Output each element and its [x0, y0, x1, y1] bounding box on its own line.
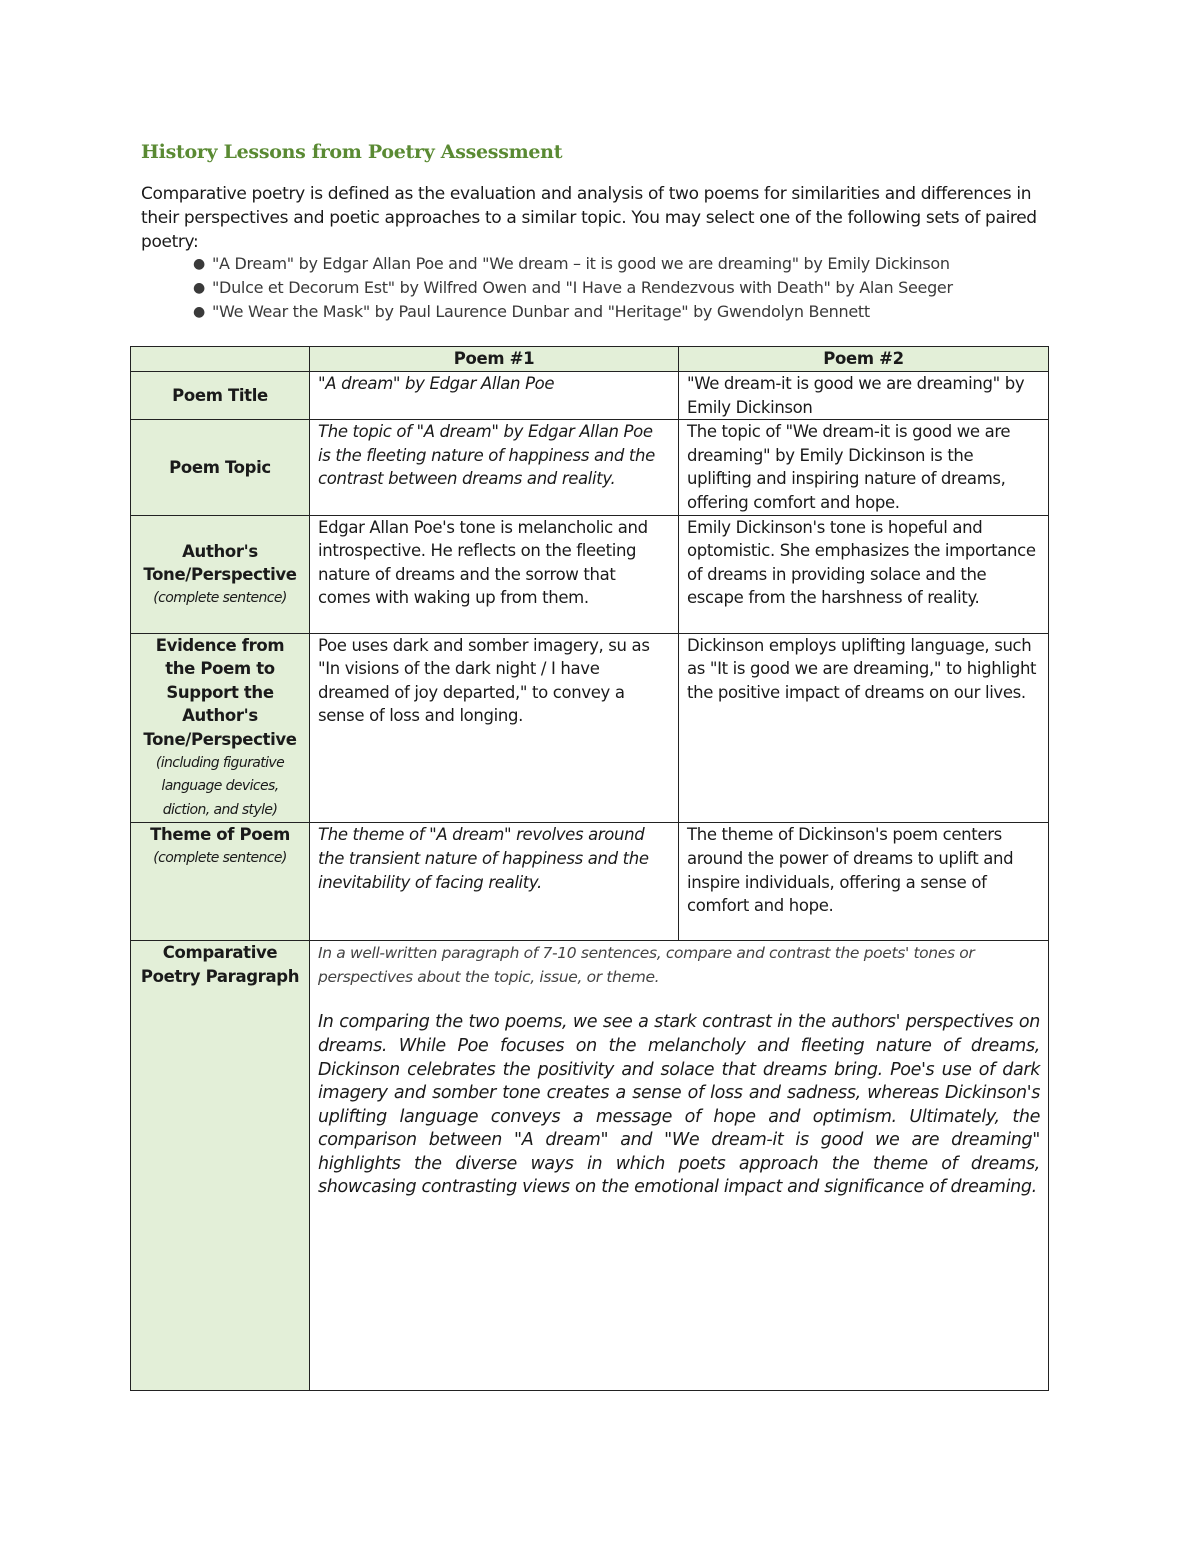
poem1-title-cell: "A dream" by Edgar Allan Poe	[310, 372, 679, 420]
poem1-evidence-cell: Poe uses dark and somber imagery, su as "In visions of the dark night / I have dreamed of joy departed," to convey a sense of loss and longing.	[310, 633, 679, 823]
list-item: ● "A Dream" by Edgar Allan Poe and "We dream – it is good we are dreaming" by Emily Dickinson	[193, 252, 953, 276]
bullet-icon: ●	[193, 280, 205, 296]
table-header-row	[131, 347, 1049, 372]
table-row	[131, 633, 1049, 823]
bullet-icon: ●	[193, 304, 205, 320]
row-label: Author's Tone/Perspective (complete sentence)	[131, 515, 310, 633]
poem2-evidence-cell: Dickinson employs uplifting language, such as "It is good we are dreaming," to highlight the positive impact of dreams on our lives.	[679, 633, 1049, 823]
poem2-title-cell: "We dream-it is good we are dreaming" by Emily Dickinson	[679, 372, 1049, 420]
poem1-theme-cell: The theme of "A dream" revolves around the transient nature of happiness and the inevitability of facing reality.	[310, 823, 679, 941]
table-row	[131, 515, 1049, 633]
poem1-topic-cell: The topic of "A dream" by Edgar Allan Poe is the fleeting nature of happiness and the contrast between dreams and reality.	[310, 420, 679, 515]
row-label: Poem Topic	[131, 420, 310, 515]
table-header-blank	[131, 347, 310, 372]
table-header-poem2: Poem #2	[679, 347, 1049, 372]
paragraph-prompt: In a well-written paragraph of 7-10 sentences, compare and contrast the poets' tones or perspectives about the topic, issue, or theme.	[318, 944, 975, 987]
table-row	[131, 823, 1049, 941]
table-row	[131, 372, 1049, 420]
comparative-paragraph-cell	[310, 941, 1049, 1391]
poem-set-list	[193, 252, 953, 324]
row-label: Theme of Poem (complete sentence)	[131, 823, 310, 941]
table-header-poem1: Poem #1	[310, 347, 679, 372]
row-label: Comparative Poetry Paragraph	[131, 941, 310, 1391]
comparative-paragraph: In comparing the two poems, we see a stark contrast in the authors' perspectives on dreams. While Poe focuses on the melancholy and fleeting nature of dreams, Dickinson celebrates the positivity and solace that dreams bring. Poe's use of dark imagery and somber tone creates a sense of loss and sadness, whereas Dickinson's uplifting language conveys a message of hope and optimism. Ultimately, the comparison between "A dream" and "We dream-it is good we are dreaming" highlights the diverse ways in which poets approach the theme of dreams, showcasing contrasting views on the emotional impact and significance of dreaming.	[318, 1012, 1040, 1198]
row-label: Evidence from the Poem to Support the Author's Tone/Perspective (including figurative language devices, diction, and style)	[131, 633, 310, 823]
comparison-table	[130, 346, 1049, 1391]
list-item: ● "Dulce et Decorum Est" by Wilfred Owen and "I Have a Rendezvous with Death" by Alan Seeger	[193, 276, 953, 300]
list-item: ● "We Wear the Mask" by Paul Laurence Dunbar and "Heritage" by Gwendolyn Bennett	[193, 300, 953, 324]
intro-paragraph: Comparative poetry is defined as the evaluation and analysis of two poems for similarities and differences in their perspectives and poetic approaches to a similar topic. You may select one of the following sets of paired poetry:	[141, 184, 1037, 252]
poem2-tone-cell: Emily Dickinson's tone is hopeful and optomistic. She emphasizes the importance of dreams in providing solace and the escape from the harshness of reality.	[679, 515, 1049, 633]
table-row	[131, 941, 1049, 1391]
row-label: Poem Title	[131, 372, 310, 420]
table-row	[131, 420, 1049, 515]
poem2-topic-cell: The topic of "We dream-it is good we are dreaming" by Emily Dickinson is the uplifting and inspiring nature of dreams, offering comfort and hope.	[679, 420, 1049, 515]
bullet-icon: ●	[193, 256, 205, 272]
document-title: History Lessons from Poetry Assessment	[141, 141, 563, 163]
poem1-tone-cell: Edgar Allan Poe's tone is melancholic and introspective. He reflects on the fleeting nature of dreams and the sorrow that comes with waking up from them.	[310, 515, 679, 633]
poem2-theme-cell: The theme of Dickinson's poem centers around the power of dreams to uplift and inspire individuals, offering a sense of comfort and hope.	[679, 823, 1049, 941]
